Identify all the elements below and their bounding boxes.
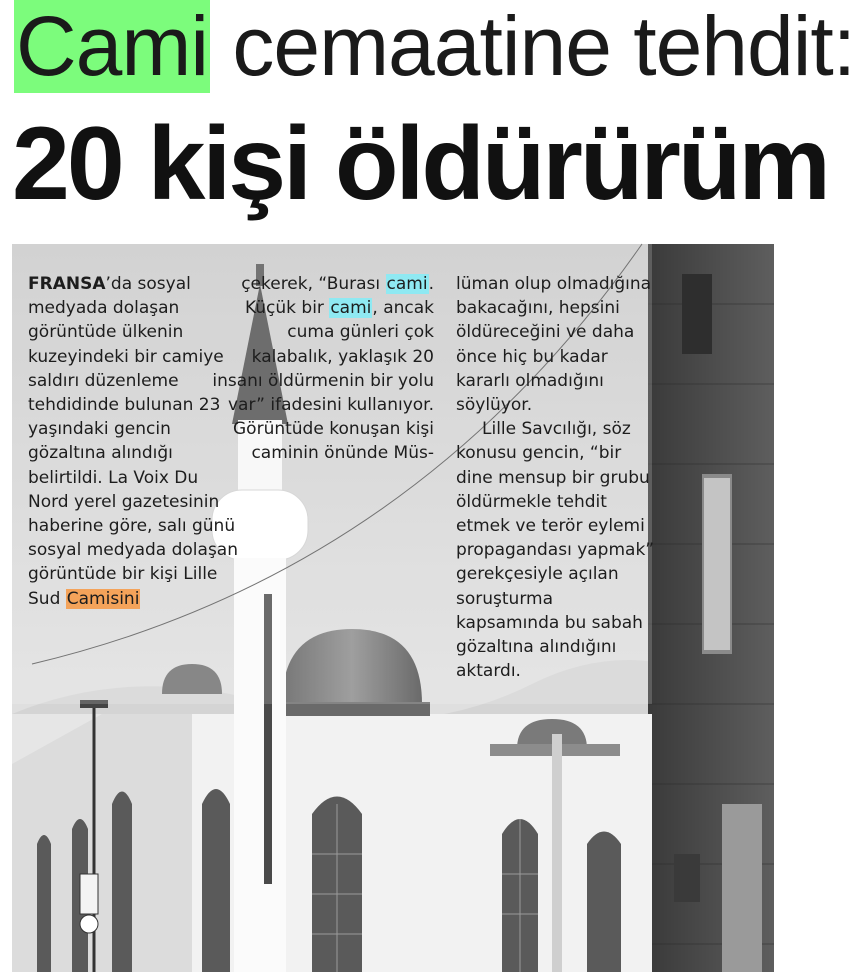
article-column-1 [28,272,238,611]
article-col2-text3: , ancak cuma günleri çok kalabalık, yaklaşık 20 insanı öldürmenin bir yolu var” ifadesini kullanıyor. [212,298,434,416]
article-highlight-camisini: Camisini [66,588,140,609]
article-column-2 [212,272,434,466]
article-column-3 [456,272,656,683]
article-col3-paragraph-2: Lille Savcılığı, söz konusu gencin, “bir dine mensup bir grubu öldürmekle tehdit etmek ve terör eylemi propagandası yapmak” gerekçesiyle açılan soruşturma kapsamında bu sabah gözaltına alındığını aktardı. [456,419,655,682]
headline-line1 [14,0,855,93]
article-highlight-cami-1: cami [386,274,428,294]
headline-line2: 20 kişi öldürürüm [12,106,828,222]
article-col3-paragraph-1: lüman olup olmadığına bakacağını, hepsini öldüreceğini ve daha önce hiç bu kadar kararlı olmadığını söylüyor. [456,274,652,416]
article-col2-text1: çekerek, “Burası [241,274,386,294]
headline-line1-rest: cemaatine tehdit: [210,0,855,93]
article-highlight-cami-2: cami [330,298,372,319]
article-col2-text2: . Küçük bir [244,274,434,319]
article-col2-paragraph-2: Görüntüde konuşan kişi caminin önünde Müs- [233,419,434,464]
article-lead-word: FRANSA [28,274,106,294]
headline-highlight-word: Cami [16,0,209,93]
article-col1-text: ’da sosyal medyada dolaşan görüntüde ülkenin kuzeyindeki bir camiye saldırı düzenleme tehdidinde bulunan 23 yaşındaki gencin gözaltına alındığı belirtildi. La Voix Du Nord yerel gazetesinin haberine göre, salı günü sosyal medyada dolaşan görüntüde bir kişi Lille Sud [28,274,239,609]
